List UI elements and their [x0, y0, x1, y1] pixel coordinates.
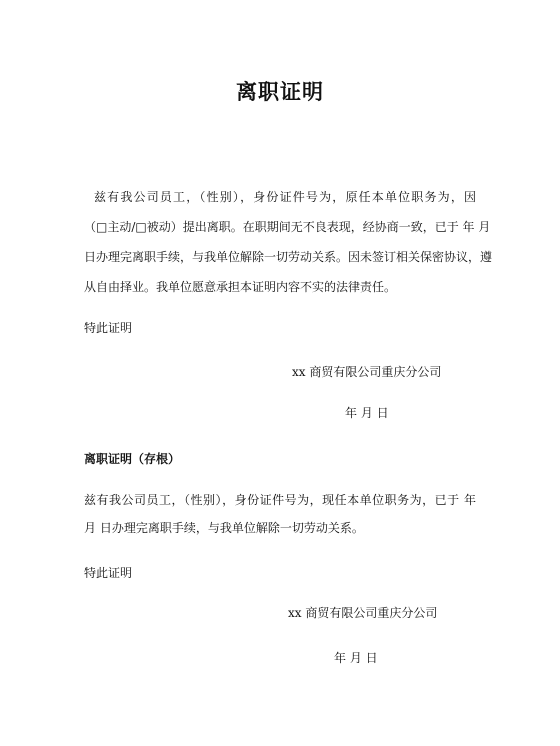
certificate-company: xx 商贸有限公司重庆分公司 — [292, 365, 442, 379]
certificate-line-1: 兹有我公司员工，（性别），身份证件号为，原任本单位职务为，因 — [94, 190, 476, 204]
stub-title: 离职证明（存根） — [84, 452, 181, 466]
stub-line-1: 兹有我公司员工，（性别），身份证件号为，现任本单位职务为，已于 年 — [84, 493, 476, 507]
certificate-date: 年 月 日 — [345, 406, 389, 420]
stub-date: 年 月 日 — [334, 651, 378, 665]
certificate-line-4: 从自由择业。我单位愿意承担本证明内容不实的法律责任。 — [84, 280, 397, 294]
stub-closing: 特此证明 — [84, 566, 133, 580]
stub-company: xx 商贸有限公司重庆分公司 — [288, 606, 438, 620]
certificate-closing: 特此证明 — [84, 321, 133, 335]
stub-line-2: 月 日办理完离职手续，与我单位解除一切劳动关系。 — [84, 521, 364, 535]
document-title: 离职证明 — [236, 79, 324, 104]
certificate-line-2: （□主动/□被动）提出离职。在职期间无不良表现，经协商一致，已于 年 月 — [84, 220, 491, 234]
certificate-line-3: 日办理完离职手续，与我单位解除一切劳动关系。因未签订相关保密协议，遵 — [84, 250, 493, 264]
